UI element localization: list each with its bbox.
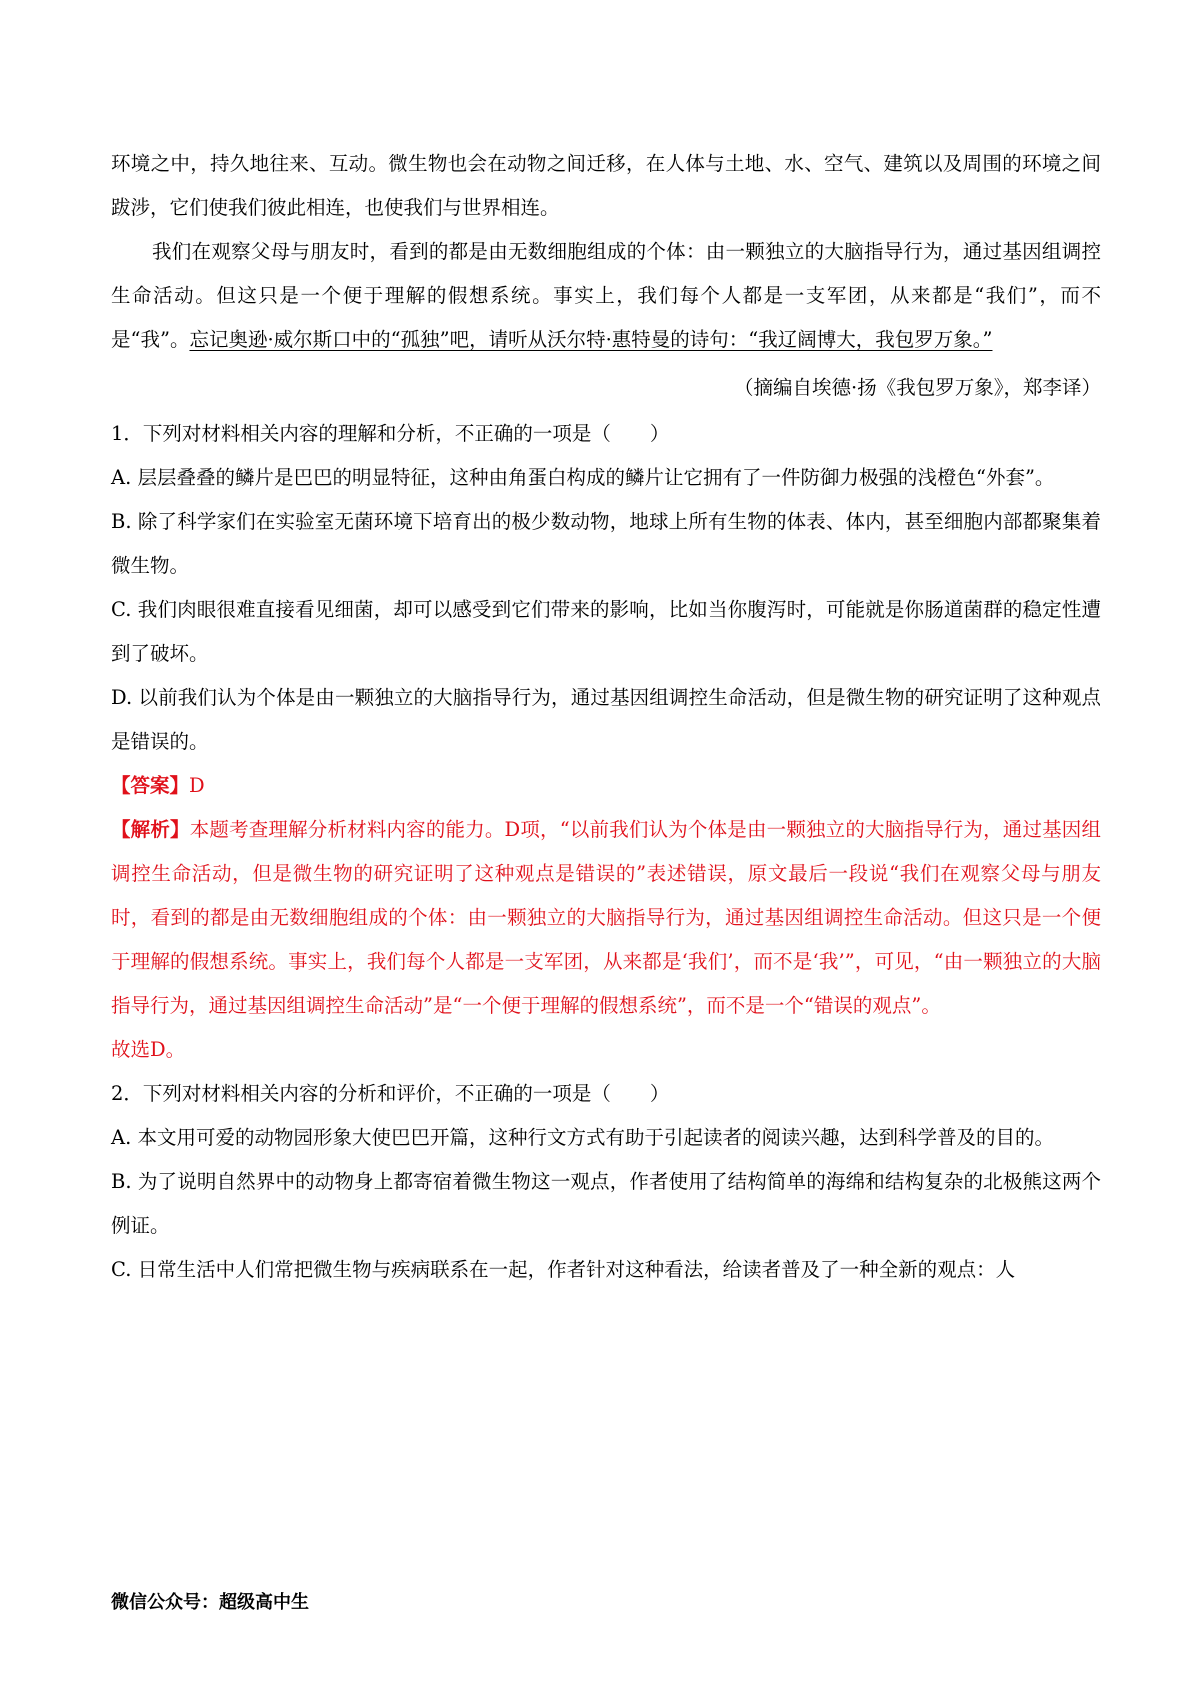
passage-paragraph-2 [111, 230, 1101, 362]
question-1-stem: 1．下列对材料相关内容的理解和分析，不正确的一项是（ ） [111, 422, 670, 445]
question-2-option-c: C. 日常生活中人们常把微生物与疾病联系在一起，作者针对这种看法，给读者普及了一种全新的观点：人 [111, 1258, 1016, 1281]
question-1-analysis [111, 808, 1101, 1028]
passage-source: （摘编自埃德·扬《我包罗万象》，郑李译） [734, 376, 1101, 399]
question-1-option-d: D. 以前我们认为个体是由一颗独立的大脑指导行为，通过基因组调控生命活动，但是微生物的研究证明了这种观点是错误的。 [111, 686, 1101, 753]
document-body [111, 142, 1101, 1292]
question-1-option-c: C. 我们肉眼很难直接看见细菌，却可以感受到它们带来的影响，比如当你腹泻时，可能就是你肠道菌群的稳定性遭到了破坏。 [111, 598, 1101, 665]
question-2-stem: 2．下列对材料相关内容的分析和评价，不正确的一项是（ ） [111, 1082, 670, 1105]
answer-label: 【答案】 [111, 774, 190, 797]
question-1-option-b: B. 除了科学家们在实验室无菌环境下培育出的极少数动物，地球上所有生物的体表、体内，甚至细胞内部都聚集着微生物。 [111, 510, 1101, 577]
question-1-conclusion: 故选D。 [111, 1038, 186, 1061]
analysis-label: 【解析】 [111, 818, 190, 841]
footer-wechat-account: 微信公众号：超级高中生 [111, 1592, 309, 1613]
question-2-option-a: A. 本文用可爱的动物园形象大使巴巴开篇，这种行文方式有助于引起读者的阅读兴趣，达到科学普及的目的。 [111, 1126, 1054, 1149]
answer-value: D [189, 774, 205, 797]
passage-paragraph-1: 环境之中，持久地往来、互动。微生物也会在动物之间迁移，在人体与土地、水、空气、建筑以及周围的环境之间跋涉，它们使我们彼此相连，也使我们与世界相连。 [111, 152, 1101, 219]
question-2-option-b: B. 为了说明自然界中的动物身上都寄宿着微生物这一观点，作者使用了结构简单的海绵和结构复杂的北极熊这两个例证。 [111, 1170, 1101, 1237]
passage-paragraph-2-text: 我们在观察父母与朋友时，看到的都是由无数细胞组成的个体：由一颗独立的大脑指导行为，通过基因组调控生命活动。但这只是一个便于理解的假想系统。事实上，我们每个人都是一支军团，从来都是“我们”，而不是“我”。 [111, 240, 1101, 351]
question-1-option-a: A. 层层叠叠的鳞片是巴巴的明显特征，这种由角蛋白构成的鳞片让它拥有了一件防御力极强的浅橙色“外套”。 [111, 466, 1055, 489]
analysis-text: 本题考查理解分析材料内容的能力。D项，“以前我们认为个体是由一颗独立的大脑指导行为，通过基因组调控生命活动，但是微生物的研究证明了这种观点是错误的”表述错误，原文最后一段说“我们在观察父母与朋友时，看到的都是由无数细胞组成的个体：由一颗独立的大脑指导行为，通过基因组调控生命活动。但这只是一个便于理解的假想系统。事实上，我们每个人都是一支军团，从来都是‘我们’，而不是‘我’”，可见，“由一颗独立的大脑指导行为，通过基因组调控生命活动”是“一个便于理解的假想系统”，而不是一个“错误的观点”。 [111, 818, 1101, 1017]
question-1-answer [111, 764, 1101, 808]
underlined-quote: 忘记奥逊·威尔斯口中的“孤独”吧，请听从沃尔特·惠特曼的诗句：“我辽阔博大，我包罗万象。” [189, 328, 993, 351]
